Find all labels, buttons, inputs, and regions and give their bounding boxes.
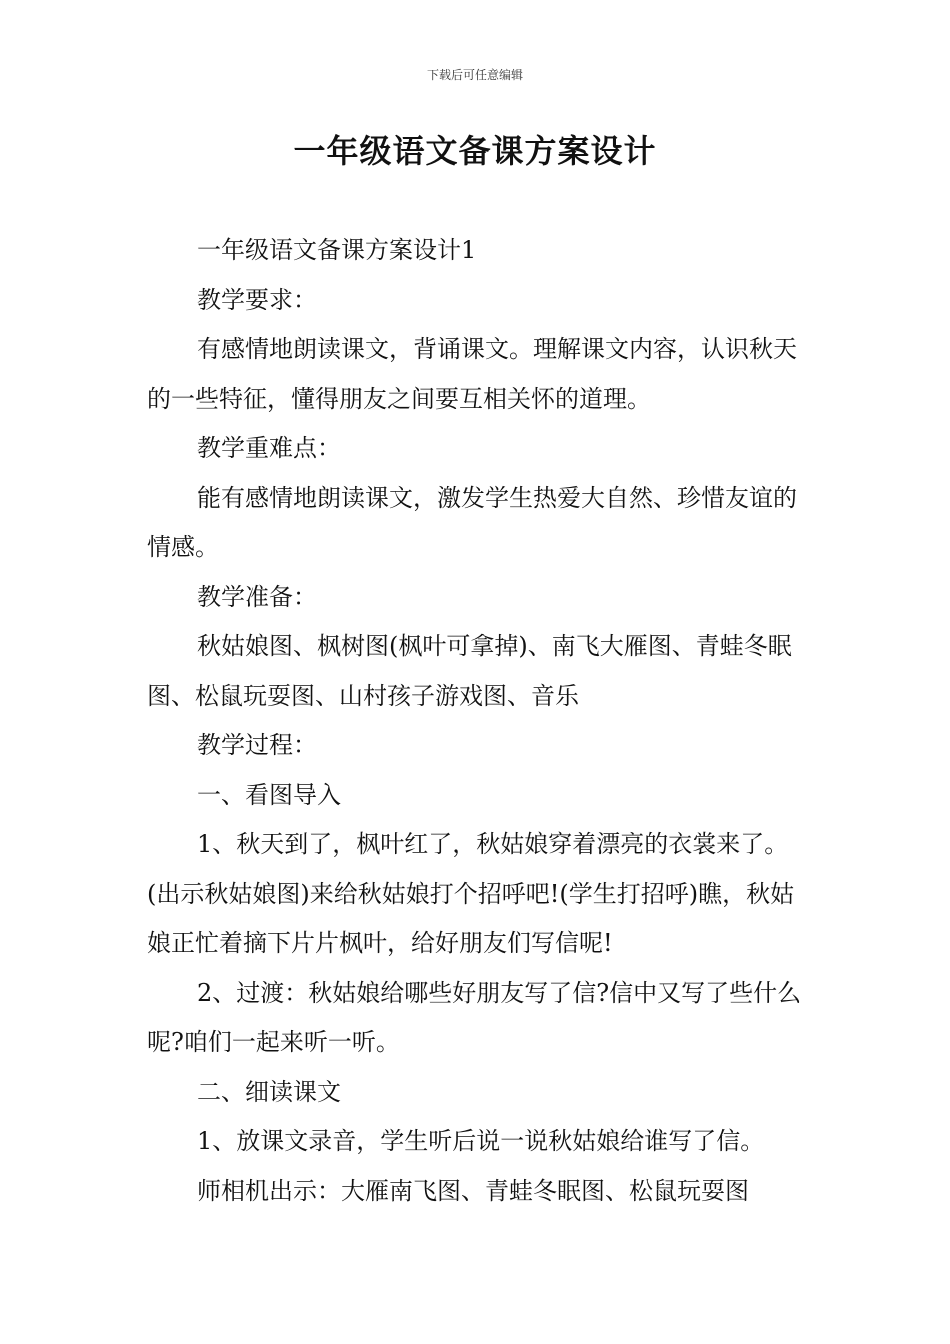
- header-note: 下载后可任意编辑: [426, 68, 523, 82]
- paragraph: 秋姑娘图、枫树图(枫叶可拿掉)、南飞大雁图、青蛙冬眠图、松鼠玩耍图、山村孩子游戏图、音乐: [147, 632, 792, 710]
- paragraph: 教学过程：: [197, 731, 317, 759]
- section-heading: 一年级语文备课方案设计1: [197, 236, 477, 264]
- paragraph: 师相机出示：大雁南飞图、青蛙冬眠图、松鼠玩耍图: [197, 1176, 749, 1205]
- paragraph: 教学重难点：: [197, 434, 341, 462]
- paragraph: 1、秋天到了，枫叶红了，秋姑娘穿着漂亮的衣裳来了。(出示秋姑娘图)来给秋姑娘打个招呼吧!(学生打招呼)瞧，秋姑娘正忙着摘下片片枫叶，给好朋友们写信呢!: [147, 830, 795, 957]
- paragraph: 能有感情地朗读课文，激发学生热爱大自然、珍惜友谊的情感。: [147, 483, 797, 561]
- paragraph: 教学准备：: [197, 582, 317, 611]
- paragraph: 2、过渡：秋姑娘给哪些好朋友写了信?信中又写了些什么呢?咱们一起来听一听。: [147, 978, 802, 1056]
- paragraph: 有感情地朗读课文，背诵课文。理解课文内容，认识秋天的一些特征，懂得朋友之间要互相关怀的道理。: [147, 335, 797, 413]
- document-title: 一年级语文备课方案设计: [293, 132, 657, 170]
- paragraph: 教学要求：: [197, 285, 317, 314]
- document-body: [147, 226, 812, 1216]
- paragraph: 1、放课文录音，学生听后说一说秋姑娘给谁写了信。: [197, 1127, 765, 1155]
- paragraph: 二、细读课文: [197, 1077, 341, 1106]
- paragraph: 一、看图导入: [197, 780, 341, 809]
